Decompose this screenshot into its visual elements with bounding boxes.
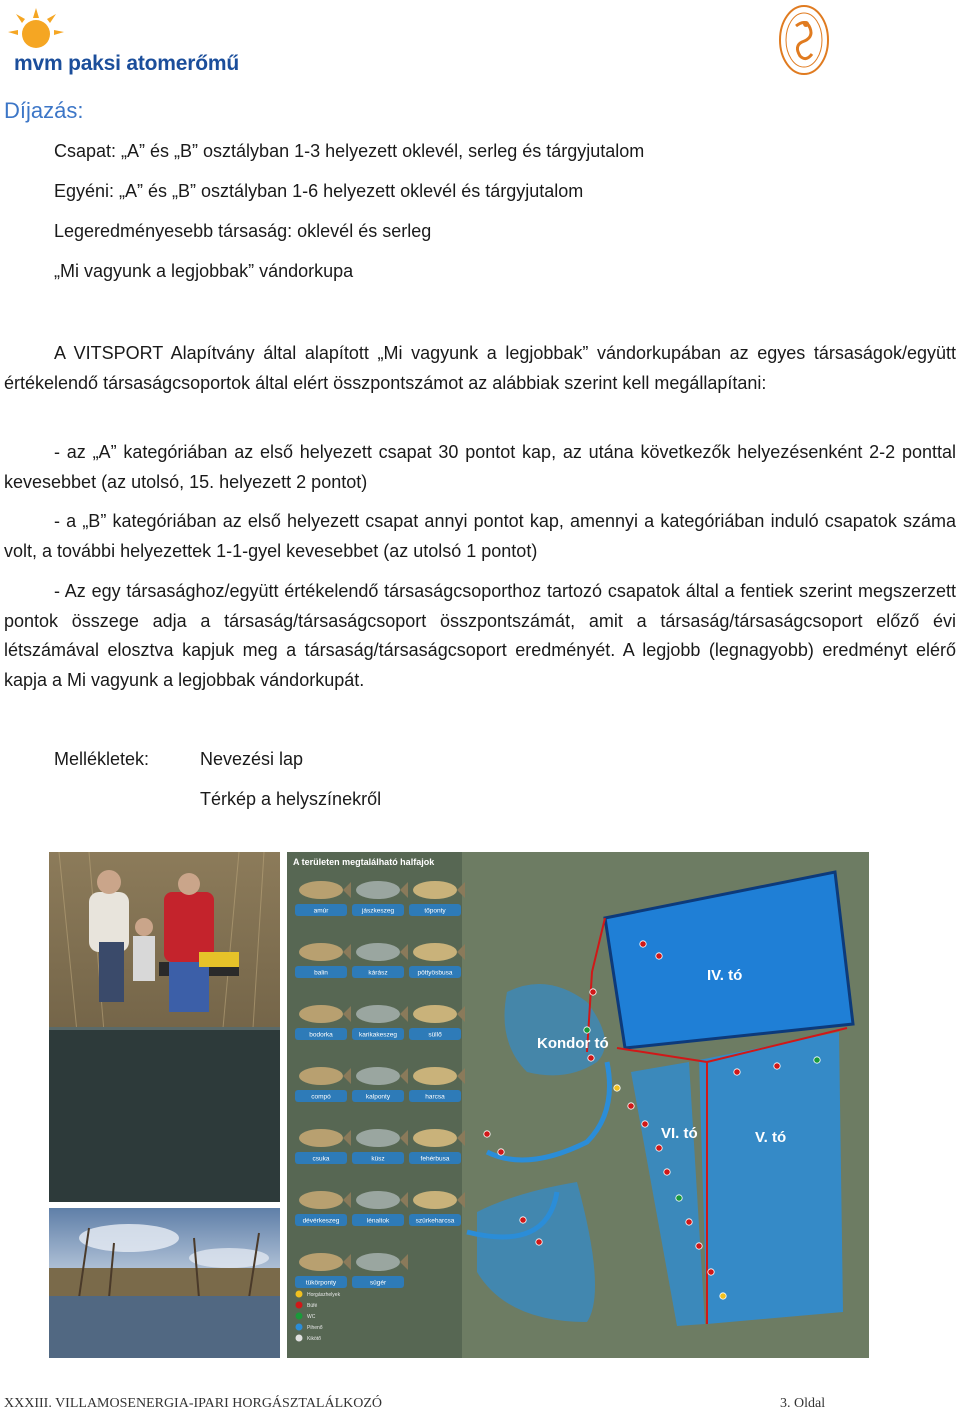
fish-picture [413,1191,457,1209]
legend-marker [296,1313,303,1320]
fish-picture [413,881,457,899]
fish-label: compó [311,1093,331,1101]
sun-icon [4,6,84,56]
map-pin [676,1195,682,1201]
fish-label: süllő [428,1031,442,1039]
map-pin [734,1069,740,1075]
fish-label: amúr [313,907,329,915]
fish-picture [299,1005,343,1023]
fish-label: bodorka [309,1031,333,1039]
fish-picture [299,943,343,961]
award-team: Csapat: „A” és „B” osztályban 1-3 helyezett oklevél, serleg és tárgyjutalom [54,141,645,161]
fish-picture [356,1253,400,1271]
map-pin [628,1103,634,1109]
footer-page-number: 3. Oldal [780,1396,826,1411]
fish-picture [356,881,400,899]
map-label-v: V. tó [755,1129,787,1146]
legend-label: WC [307,1314,316,1320]
map-pin [584,1027,590,1033]
fish-label: fehérbusa [420,1155,450,1163]
map-pin [588,1055,594,1061]
logo-mvm: mvm [14,52,63,75]
section-heading: Díjazás: [4,98,84,123]
map-pin [536,1239,542,1245]
fish-label: balin [314,969,328,977]
seal-logo [776,2,832,78]
river-photo [49,1208,280,1358]
legend-marker [296,1324,303,1331]
fish-picture [356,1129,400,1147]
footer-event-title: XXXIII. VILLAMOSENERGIA-IPARI HORGÁSZTALÁLKOZÓ [4,1396,383,1411]
paragraph-rule-a [4,438,956,497]
fish-label: kárász [368,969,388,977]
paragraph-rule-total-text: - Az egy társasághoz/együtt értékelendő társaságcsoporthoz tartozó csapatok által a fentiek szerint megszerzett pontok összege adja a társaság/társaságcsoport összpontszámát, amit a társaság/társaságcsoport előző évi létszámával elosztva kapjuk meg a társaság/társaságcsoport eredményét. A legjobb (legnagyobb) eredményt elérő kapja a Mi vagyunk a legjobbak vándorkupát. [4,581,956,690]
lake-map-board [287,852,869,1358]
map-pin [640,941,646,947]
legend-label: Horgászhelyek [307,1292,341,1298]
fish-picture [299,1191,343,1209]
map-pin [720,1293,726,1299]
paragraph-intro-text: A VITSPORT Alapítvány által alapított „Mi vagyunk a legjobbak” vándorkupában az egyes társaságok/együtt értékelendő társaságcsoportok által elért összpontszámot az alábbiak szerint kell megállapítani: [4,343,956,393]
fish-label: lénaltok [366,1217,390,1225]
legend-marker [296,1335,303,1342]
fish-picture [299,1067,343,1085]
map-pin [520,1217,526,1223]
fish-picture [299,881,343,899]
map-pin [590,989,596,995]
fish-label: jászkeszeg [361,907,395,915]
map-pin [484,1131,490,1137]
map-pin [498,1149,504,1155]
attachment-entry-form: Nevezési lap [200,749,304,769]
fish-label: sügér [369,1279,387,1287]
fish-picture [413,1067,457,1085]
anglers-photo [49,852,280,1202]
board-title: A területen megtalálható halfajok [293,857,435,867]
legend-marker [296,1302,303,1309]
fish-picture [413,1005,457,1023]
fish-picture [413,943,457,961]
map-pin [642,1121,648,1127]
logo-text [14,52,239,76]
map-label-iv: IV. tó [707,967,743,984]
map-pin [686,1219,692,1225]
legend-label: Kikötő [307,1336,321,1342]
fish-picture [356,1067,400,1085]
fish-label: tükörponty [305,1279,337,1287]
map-pin [664,1169,670,1175]
map-pin [814,1057,820,1063]
map-pin [656,1145,662,1151]
attachment-site-map: Térkép a helyszínekről [200,789,382,809]
map-pin [708,1269,714,1275]
award-company: Legeredményesebb társaság: oklevél és serleg [54,221,432,241]
fish-label: tőponty [424,907,446,915]
fish-label: csuka [312,1155,330,1163]
fish-picture [413,1129,457,1147]
paragraph-rule-b-text: - a „B” kategóriában az első helyezett csapat annyi pontot kap, amennyi a kategóriában induló csapatok száma volt, a további helyezettek 1-1-gyel kevesebbet (az utolsó 1 pontot) [4,511,956,561]
legend-marker [296,1291,303,1298]
legend-label: Pihenő [307,1325,323,1331]
fish-picture [299,1129,343,1147]
map-pin [656,953,662,959]
fish-label: kalponty [365,1093,391,1101]
paragraph-rule-a-text: - az „A” kategóriában az első helyezett csapat 30 pontot kap, az utána következők helyezésenként 2-2 ponttal kevesebbet (az utolsó, 15. helyezett 2 pontot) [4,442,956,492]
legend-label: Büfé [307,1303,318,1309]
fish-label: pöttyösbusa [417,969,453,977]
attachments-label: Mellékletek: [54,749,150,769]
fish-picture [356,1005,400,1023]
map-pin [774,1063,780,1069]
fish-picture [356,943,400,961]
map-label-vi: VI. tó [661,1125,698,1142]
logo-company: paksi atomerőmű [68,52,239,75]
fish-label: harcsa [425,1093,445,1101]
fish-label: dévérkeszeg [302,1217,340,1225]
fish-label: szürkeharcsa [415,1217,455,1225]
award-individual: Egyéni: „A” és „B” osztályban 1-6 helyezett oklevél és tárgyjutalom [54,181,584,201]
fish-picture [356,1191,400,1209]
paragraph-intro [4,339,956,398]
fish-label: küsz [371,1155,385,1163]
award-cup: „Mi vagyunk a legjobbak” vándorkupa [54,261,354,281]
fish-label: karikakeszeg [359,1031,397,1039]
map-label-kondor: Kondor tó [537,1035,609,1052]
map-pin [696,1243,702,1249]
fish-picture [299,1253,343,1271]
mvm-logo [4,6,260,78]
paragraph-rule-b [4,507,956,566]
map-pin [614,1085,620,1091]
paragraph-rule-total [4,577,956,695]
